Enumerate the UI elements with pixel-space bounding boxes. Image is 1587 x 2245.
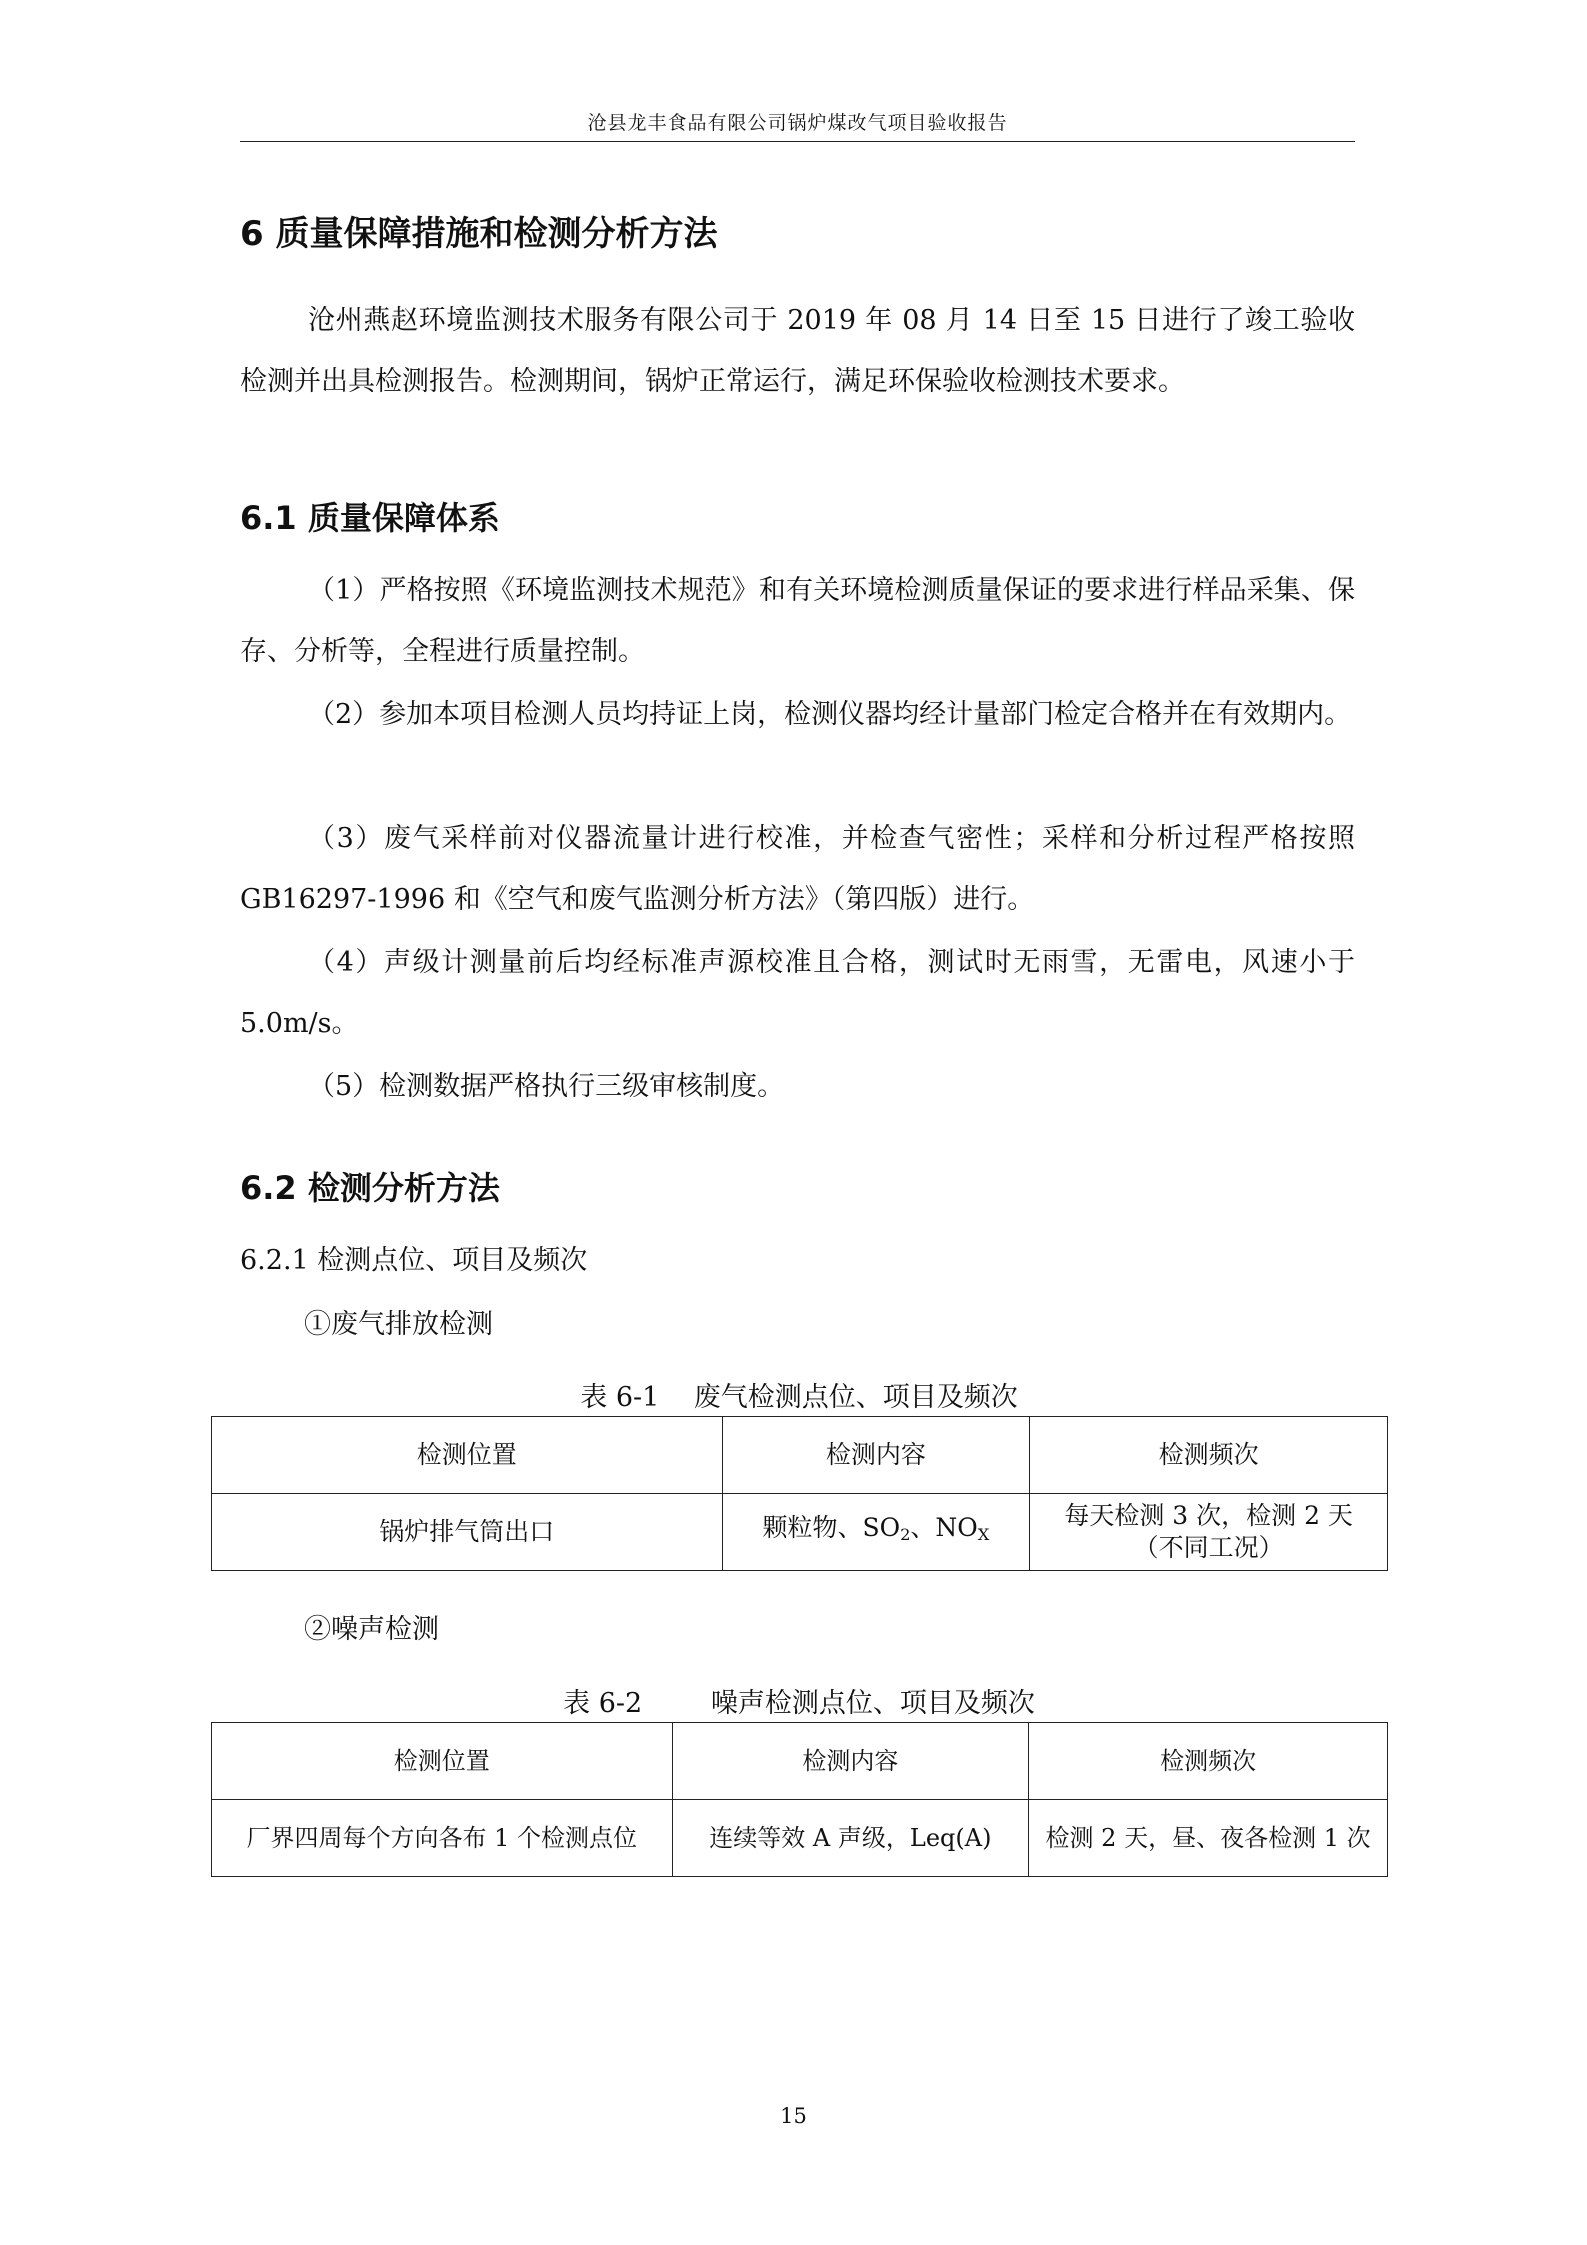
content-text: 颗粒物、SO: [762, 1513, 901, 1543]
qa-item-2: （2）参加本项目检测人员均持证上岗，检测仪器均经计量部门检定合格并在有效期内。: [308, 699, 1352, 730]
table-row: [212, 1494, 1388, 1571]
table-header-cell: 检测频次: [1029, 1723, 1388, 1800]
frequency-line: 每天检测 3 次，检测 2 天: [1064, 1501, 1353, 1530]
content-text: 、NO: [910, 1513, 978, 1543]
qa-item-4: （4）声级计测量前后均经标准声源校准且合格，测试时无雨雪，无雷电，风速小于 5.0m/s。: [240, 947, 1355, 1039]
table-row: [212, 1800, 1388, 1877]
frequency-line: （不同工况）: [1133, 1533, 1284, 1562]
noise-monitoring-table: [211, 1722, 1388, 1877]
table-header-cell: 检测内容: [722, 1417, 1030, 1494]
header-divider: [240, 141, 1355, 142]
so2-subscript: 2: [900, 1525, 911, 1545]
page-number: 15: [780, 2104, 807, 2128]
table1-caption: 表 6-1 废气检测点位、项目及频次: [580, 1382, 1018, 1413]
intro-paragraph: 沧州燕赵环境监测技术服务有限公司于 2019 年 08 月 14 日至 15 日进行了竣工验收检测并出具检测报告。检测期间，锅炉正常运行，满足环保验收检测技术要求。: [240, 305, 1355, 397]
methods-heading: 6.2 检测分析方法: [240, 1169, 500, 1207]
table-header-cell: 检测位置: [212, 1417, 723, 1494]
table-header-cell: 检测频次: [1030, 1417, 1388, 1494]
qa-item-1: （1）严格按照《环境监测技术规范》和有关环境检测质量保证的要求进行样品采集、保存、分析等，全程进行质量控制。: [240, 575, 1355, 667]
table-header-cell: 检测位置: [212, 1723, 673, 1800]
gas-monitoring-table: [211, 1416, 1388, 1571]
table-header-row: [212, 1723, 1388, 1800]
noise-label: ②噪声检测: [304, 1614, 439, 1645]
qa-item-3: （3）废气采样前对仪器流量计进行校准，并检查气密性；采样和分析过程严格按照 GB16297-1996 和《空气和废气监测分析方法》（第四版）进行。: [240, 823, 1355, 915]
qa-item-5: （5）检测数据严格执行三级审核制度。: [308, 1071, 785, 1102]
section-heading: 6 质量保障措施和检测分析方法: [240, 214, 718, 254]
table-cell-frequency: [1030, 1494, 1388, 1571]
table2-caption: 表 6-2 噪声检测点位、项目及频次: [563, 1688, 1035, 1719]
table-header-row: [212, 1417, 1388, 1494]
table-cell-content: [722, 1494, 1030, 1571]
table-header-cell: 检测内容: [672, 1723, 1029, 1800]
table-cell-location: 厂界四周每个方向各布 1 个检测点位: [212, 1800, 673, 1877]
table-cell-content: 连续等效 A 声级，Leq(A): [672, 1800, 1029, 1877]
running-header: 沧县龙丰食品有限公司锅炉煤改气项目验收报告: [587, 112, 1008, 134]
nox-subscript: X: [977, 1525, 990, 1545]
table-cell-frequency: 检测 2 天，昼、夜各检测 1 次: [1029, 1800, 1388, 1877]
qa-heading: 6.1 质量保障体系: [240, 499, 500, 537]
methods-subheading: 6.2.1 检测点位、项目及频次: [240, 1245, 588, 1276]
table-cell-location: 锅炉排气筒出口: [212, 1494, 723, 1571]
gas-label: ①废气排放检测: [304, 1309, 493, 1340]
